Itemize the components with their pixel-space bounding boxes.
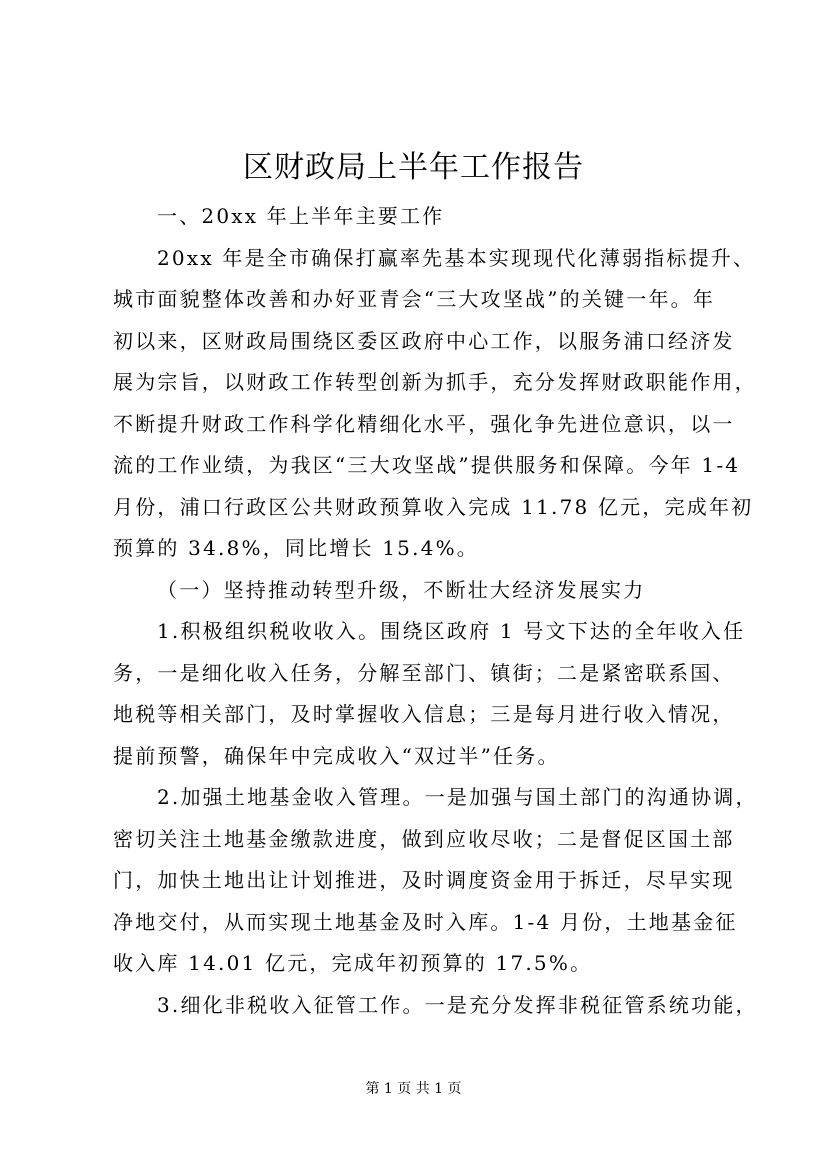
paragraph-line: 密切关注土地基金缴款进度，做到应收尽收；二是督促区国土部: [113, 826, 735, 851]
subsection-heading: （一）坚持推动转型升级，不断壮大经济发展实力: [157, 577, 646, 602]
paragraph-line: 收入库 14.01 亿元，完成年初预算的 17.5%。: [113, 951, 593, 975]
paragraph-line: 3.细化非税收入征管工作。一是充分发挥非税征管系统功能，: [157, 992, 758, 1017]
paragraph-line: 2.加强土地基金收入管理。一是加强与国土部门的沟通协调，: [157, 785, 758, 809]
document-body: [113, 196, 758, 1026]
document-title: 区财政局上半年工作报告: [243, 150, 584, 185]
section-heading: 一、20xx 年上半年主要工作: [157, 204, 445, 228]
paragraph-line: 流的工作业绩，为我区“三大攻坚战”提供服务和保障。今年 1-4: [113, 453, 741, 477]
paragraph-line: 月份，浦口行政区公共财政预算收入完成 11.78 亿元，完成年初: [113, 494, 754, 519]
paragraph-line: 预算的 34.8%，同比增长 15.4%。: [113, 536, 479, 560]
page-number-footer: 第 1 页 共 1 页: [365, 1081, 462, 1097]
paragraph-line: 务，一是细化收入任务，分解至部门、镇街；二是紧密联系国、: [113, 660, 735, 685]
paragraph-line: 1.积极组织税收收入。围绕区政府 1 号文下达的全年收入任: [157, 619, 746, 643]
paragraph-line: 净地交付，从而实现土地基金及时入库。1-4 月份，土地基金征: [113, 909, 738, 934]
paragraph-line: 城市面貌整体改善和办好亚青会“三大攻坚战”的关键一年。年: [113, 287, 716, 311]
paragraph-line: 初以来，区财政局围绕区委区政府中心工作，以服务浦口经济发: [113, 328, 735, 353]
paragraph-line: 地税等相关部门，及时掌握收入信息；三是每月进行收入情况，: [113, 702, 735, 726]
paragraph-line: 20xx 年是全市确保打赢率先基本实现现代化薄弱指标提升、: [157, 245, 756, 270]
paragraph-line: 提前预警，确保年中完成收入“双过半”任务。: [113, 743, 560, 768]
paragraph-line: 门，加快土地出让计划推进，及时调度资金用于拆迁，尽早实现: [113, 868, 735, 892]
paragraph-line: 展为宗旨，以财政工作转型创新为抓手，充分发挥财政职能作用，: [113, 370, 757, 394]
paragraph-line: 不断提升财政工作科学化精细化水平，强化争先进位意识，以一: [113, 411, 735, 436]
